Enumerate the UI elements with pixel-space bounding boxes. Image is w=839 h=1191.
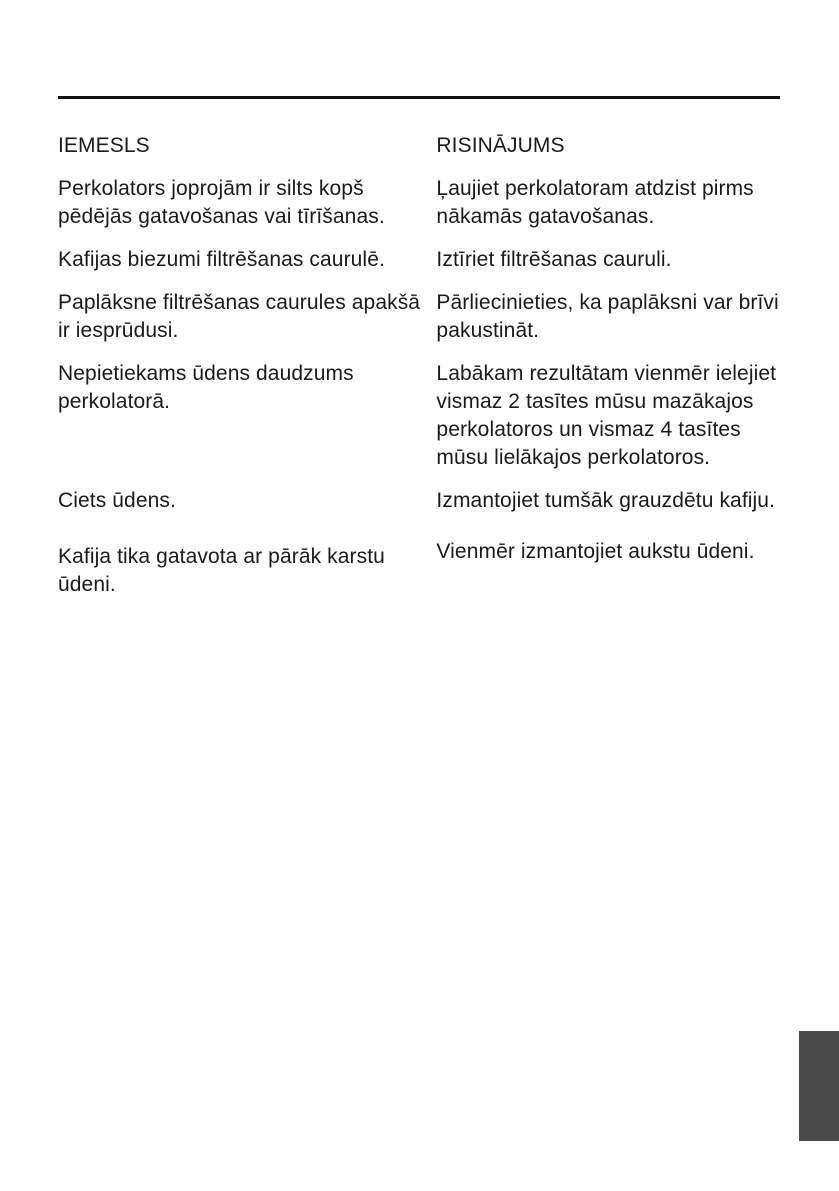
table-row bbox=[58, 538, 780, 599]
solution-cell: Pārliecinieties, ka paplāksni var brīvi pakustināt. bbox=[436, 291, 779, 342]
table-row bbox=[58, 175, 780, 231]
header-solution: RISINĀJUMS bbox=[436, 134, 565, 157]
table-row bbox=[58, 487, 780, 515]
troubleshooting-table bbox=[58, 132, 780, 599]
solution-cell: Labākam rezultātam vienmēr ielejiet vismaz 2 tasītes mūsu mazākajos perkolatoros un vismaz 4 tasītes mūsu lielākajos perkolatoros. bbox=[436, 362, 777, 469]
solution-cell: Vienmēr izmantojiet aukstu ūdeni. bbox=[436, 540, 755, 563]
cause-cell: Perkolators joprojām ir silts kopš pēdējās gatavošanas vai tīrīšanas. bbox=[58, 177, 385, 228]
solution-cell: Iztīriet filtrēšanas cauruli. bbox=[436, 248, 672, 271]
cause-cell: Paplāksne filtrēšanas caurules apakšā ir iesprūdusi. bbox=[58, 291, 421, 342]
cause-cell: Ciets ūdens. bbox=[58, 489, 176, 512]
cause-cell: Kafija tika gatavota ar pārāk karstu ūdeni. bbox=[58, 545, 385, 596]
table-row bbox=[58, 360, 780, 472]
solution-cell: Ļaujiet perkolatoram atdzist pirms nākamās gatavošanas. bbox=[436, 177, 754, 228]
header-cause: IEMESLS bbox=[58, 134, 150, 157]
cause-cell: Nepietiekams ūdens daudzums perkolatorā. bbox=[58, 362, 354, 413]
top-divider-rule bbox=[58, 96, 780, 99]
solution-cell: Izmantojiet tumšāk grauzdētu kafiju. bbox=[436, 489, 776, 512]
section-side-tab bbox=[799, 1031, 839, 1141]
cause-cell: Kafijas biezumi filtrēšanas caurulē. bbox=[58, 248, 385, 271]
table-row bbox=[58, 246, 780, 274]
table-header-row bbox=[58, 132, 780, 160]
table-row bbox=[58, 289, 780, 345]
